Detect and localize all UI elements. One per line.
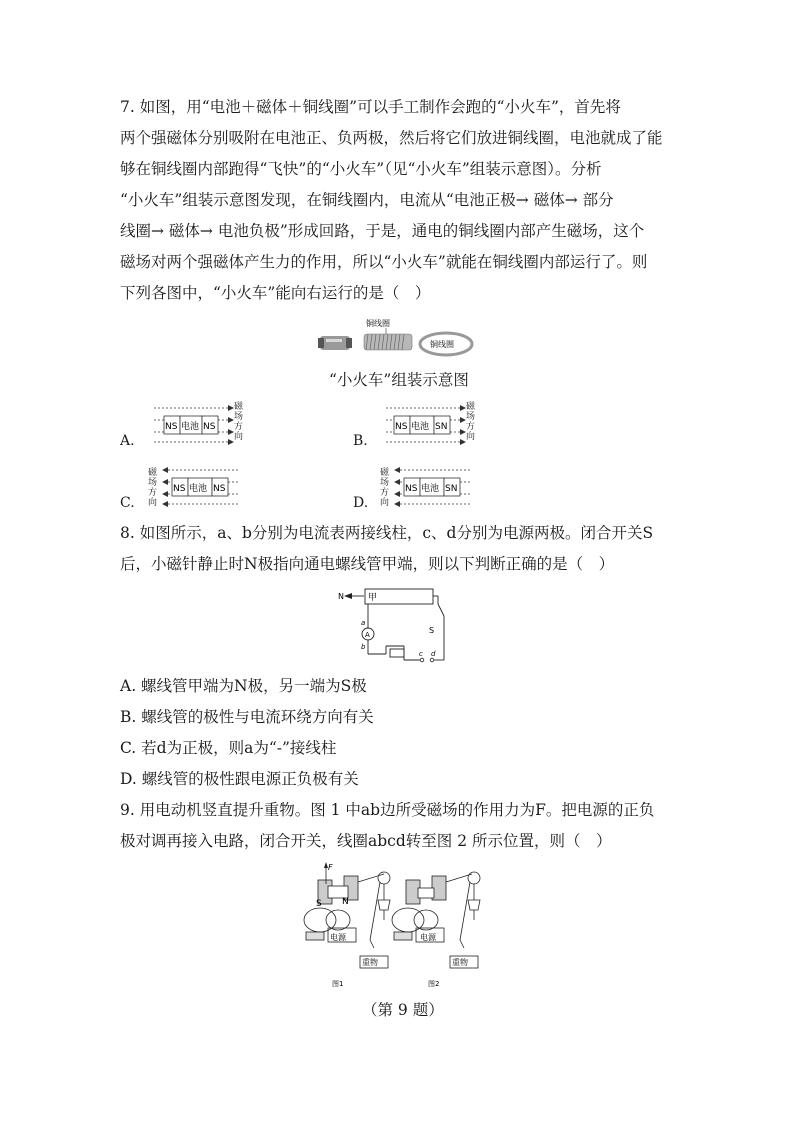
compass-needle-icon xyxy=(344,593,352,599)
q8-label-b: b xyxy=(361,643,366,651)
q7-line-6: 磁场对两个强磁体产生力的作用，所以“小火车”就能在铜线圈内部运行了。则 xyxy=(120,253,648,271)
q8-label-d: d xyxy=(431,650,436,658)
q7-line-7: 下列各图中，“小火车”能向右运行的是（ ） xyxy=(120,284,431,302)
q7-b-right-pole: SN xyxy=(435,422,448,432)
q9-line-2: 极对调再接入电路，闭合开关，线圈abcd转至图 2 所示位置，则（ ） xyxy=(120,832,612,850)
q7-c-left-pole: NS xyxy=(173,484,186,494)
q7-b-field-label: 磁场方向 xyxy=(466,402,476,442)
q7-line-3: 够在铜线圈内部跑得“飞快”的“小火车”（见“小火车”组装示意图）。分析 xyxy=(120,160,602,178)
q9-motor-figure xyxy=(298,860,498,990)
q9-figure-2 xyxy=(392,872,480,968)
q7-line-2: 两个强磁体分别吸附在电池正、负两极，然后将它们放进铜线圈，电池就成了能 xyxy=(120,129,663,147)
q7-option-c-letter[interactable]: C. xyxy=(120,495,135,511)
coil-photo xyxy=(364,328,412,350)
q7-option-a-letter[interactable]: A. xyxy=(120,433,135,449)
q7-c-field-label: 磁场方向 xyxy=(148,468,158,508)
q8-circuit-diagram xyxy=(338,586,458,666)
q7-option-d-letter[interactable]: D. xyxy=(353,495,369,511)
q8-option-a[interactable]: A. 螺线管甲端为N极，另一端为S极 xyxy=(120,677,367,695)
q7-a-field-label: 磁场方向 xyxy=(234,402,244,442)
q7-b-left-pole: NS xyxy=(395,422,408,432)
q7-line-5: 线圈→ 磁体→ 电池负极”形成回路，于是，通电的铜线圈内部产生磁场，这个 xyxy=(120,222,645,240)
q9-fig1-label-s: S xyxy=(316,899,322,909)
q8-line-1: 8. 如图所示，a、b分别为电流表两接线柱，c、d分别为电源两极。闭合开关S xyxy=(120,524,654,542)
q7-option-d-diagram[interactable] xyxy=(392,464,482,512)
q7-option-c-diagram[interactable] xyxy=(160,464,250,512)
q7-c-right-pole: NS xyxy=(213,484,226,494)
q7-line-4: “小火车”组装示意图发现，在铜线圈内，电流从“电池正极→ 磁体→ 部分 xyxy=(120,191,614,209)
q7-c-battery: 电池 xyxy=(189,484,208,494)
q7-d-right-pole: SN xyxy=(445,484,458,494)
q7-line-1: 7. 如图，用“电池＋磁体＋铜线圈”可以手工制作会跑的“小火车”，首先将 xyxy=(120,98,621,116)
coil-label-right: 铜线圈 xyxy=(430,340,454,349)
q8-label-c: c xyxy=(419,650,423,658)
coil-label-top: 铜线圈 xyxy=(366,319,390,328)
q7-d-battery: 电池 xyxy=(421,484,440,494)
q9-line-1: 9. 用电动机竖直提升重物。图 1 中ab边所受磁场的作用力为F。把电源的正负 xyxy=(120,801,655,819)
q8-label-a: a xyxy=(361,619,366,627)
q9-caption: （第 9 题） xyxy=(362,1001,444,1019)
q7-b-battery: 电池 xyxy=(411,422,430,432)
q8-option-c[interactable]: C. 若d为正极，则a为“-”接线柱 xyxy=(120,739,337,757)
q7-d-field-label: 磁场方向 xyxy=(380,468,390,508)
q7-figure-caption: “小火车”组装示意图 xyxy=(329,371,469,389)
q7-a-battery: 电池 xyxy=(181,422,200,432)
q8-label-solenoid: 甲 xyxy=(368,593,378,603)
q8-line-2: 后，小磁针静止时N极指向通电螺线管甲端，则以下判断正确的是（ ） xyxy=(120,555,615,573)
q8-label-ammeter: A xyxy=(365,631,370,639)
q8-option-b[interactable]: B. 螺线管的极性与电流环绕方向有关 xyxy=(120,708,374,726)
train-assembly-figure xyxy=(316,316,476,360)
q7-option-b-letter[interactable]: B. xyxy=(353,433,368,449)
q7-d-left-pole: NS xyxy=(405,484,418,494)
q9-fig2-power: 电源 xyxy=(420,933,436,942)
q9-label-force: F xyxy=(328,863,333,872)
q9-fig1-power: 电源 xyxy=(330,933,346,942)
q7-a-left-pole: NS xyxy=(165,422,178,432)
q9-figure-1 xyxy=(304,872,390,968)
battery-magnet-photo xyxy=(318,336,352,350)
q8-label-n: N xyxy=(338,592,344,601)
q9-fig2-caption: 图2 xyxy=(428,980,440,988)
q8-option-d[interactable]: D. 螺线管的极性跟电源正负极有关 xyxy=(120,770,359,788)
q9-fig1-weight: 重物 xyxy=(362,958,378,967)
q8-label-s: S xyxy=(429,626,435,635)
q9-fig1-label-n: N xyxy=(342,897,349,907)
q9-fig1-caption: 图1 xyxy=(332,980,344,988)
q7-a-right-pole: NS xyxy=(203,422,216,432)
q9-fig2-weight: 重物 xyxy=(452,958,468,967)
